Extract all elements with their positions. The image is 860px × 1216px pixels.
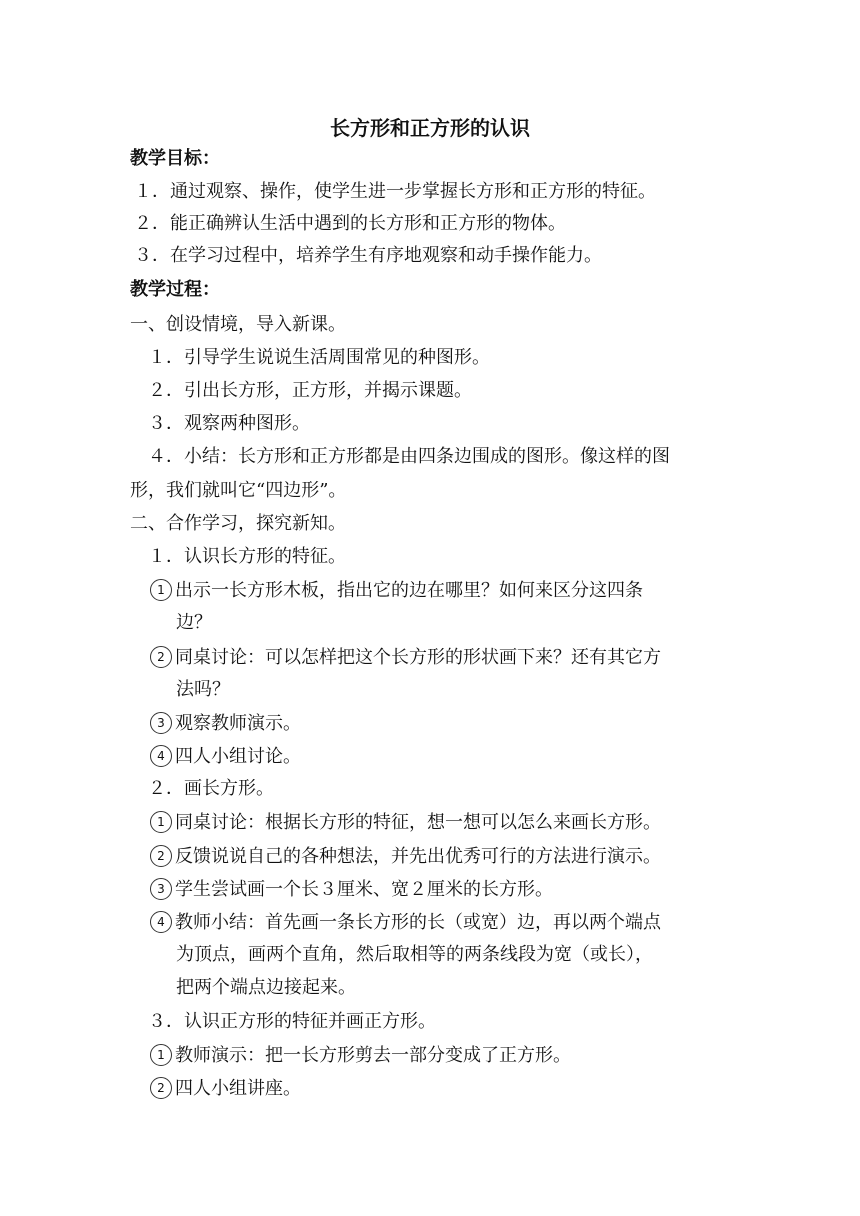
section-1-item-4-cont: 形，我们就叫它“四边形”。 (130, 480, 347, 501)
circled-number: 2 (150, 1077, 172, 1099)
sub-item-cont: 为顶点，画两个直角，然后取相等的两条线段为宽（或长）， (176, 944, 653, 965)
circled-number: 1 (150, 811, 172, 833)
sub-item-text: 同桌讨论：可以怎样把这个长方形的形状画下来？还有其它方 (175, 647, 661, 668)
page-title: 长方形和正方形的认识 (330, 116, 530, 140)
circled-number: 2 (150, 845, 172, 867)
sub-item (150, 579, 755, 602)
circled-number: 3 (150, 878, 172, 900)
sub-item (150, 1077, 755, 1100)
sub-item (150, 745, 755, 768)
goal-item-1: １．通过观察、操作，使学生进一步掌握长方形和正方形的特征。 (134, 181, 656, 202)
sub-item-text: 教师演示：把一长方形剪去一部分变成了正方形。 (175, 1045, 571, 1066)
sub-item (150, 646, 755, 669)
sub-item (150, 845, 755, 868)
section-2-heading: 二、合作学习，探究新知。 (130, 513, 346, 534)
circled-number: 1 (150, 579, 172, 601)
circled-number: 3 (150, 712, 172, 734)
sub-item-cont: 边？ (176, 612, 212, 633)
sub-item (150, 911, 755, 934)
circled-number: 4 (150, 745, 172, 767)
section-1-item-1: １．引导学生说说生活周围常见的种图形。 (148, 347, 490, 368)
sub-item-text: 反馈说说自己的各种想法，并先出优秀可行的方法进行演示。 (175, 846, 661, 867)
goal-item-2: ２．能正确辨认生活中遇到的长方形和正方形的物体。 (134, 213, 566, 234)
sub-item-text: 四人小组讨论。 (175, 746, 301, 767)
sub-item-text: 出示一长方形木板，指出它的边在哪里？如何来区分这四条 (175, 580, 643, 601)
sub-item-text: 观察教师演示。 (175, 713, 301, 734)
process-heading: 教学过程： (130, 279, 220, 300)
circled-number: 1 (150, 1044, 172, 1066)
sub-item-text: 同桌讨论：根据长方形的特征，想一想可以怎么来画长方形。 (175, 812, 661, 833)
sub-item (150, 712, 755, 735)
goal-item-3: ３．在学习过程中，培养学生有序地观察和动手操作能力。 (134, 245, 602, 266)
section-1-item-2: ２．引出长方形，正方形，并揭示课题。 (148, 380, 472, 401)
section-1-item-3: ３．观察两种图形。 (148, 413, 310, 434)
circled-number: 2 (150, 646, 172, 668)
goals-heading: 教学目标： (130, 148, 220, 169)
sub-item-cont: 法吗？ (176, 679, 230, 700)
circled-number: 4 (150, 911, 172, 933)
sub-item (150, 1044, 755, 1067)
section-1-heading: 一、创设情境，导入新课。 (130, 314, 346, 335)
section-1-item-4: ４．小结：长方形和正方形都是由四条边围成的图形。像这样的图 (148, 446, 670, 467)
sub-item-cont: 把两个端点边接起来。 (176, 977, 356, 998)
section-2-item-2: ２．画长方形。 (148, 778, 274, 799)
sub-item-text: 教师小结：首先画一条长方形的长（或宽）边，再以两个端点 (175, 912, 661, 933)
sub-item (150, 878, 755, 901)
sub-item-text: 四人小组讲座。 (175, 1078, 301, 1099)
section-2-item-1: １．认识长方形的特征。 (148, 546, 346, 567)
sub-item (150, 811, 755, 834)
sub-item-text: 学生尝试画一个长３厘米、宽２厘米的长方形。 (175, 879, 553, 900)
section-2-item-3: ３．认识正方形的特征并画正方形。 (148, 1011, 436, 1032)
